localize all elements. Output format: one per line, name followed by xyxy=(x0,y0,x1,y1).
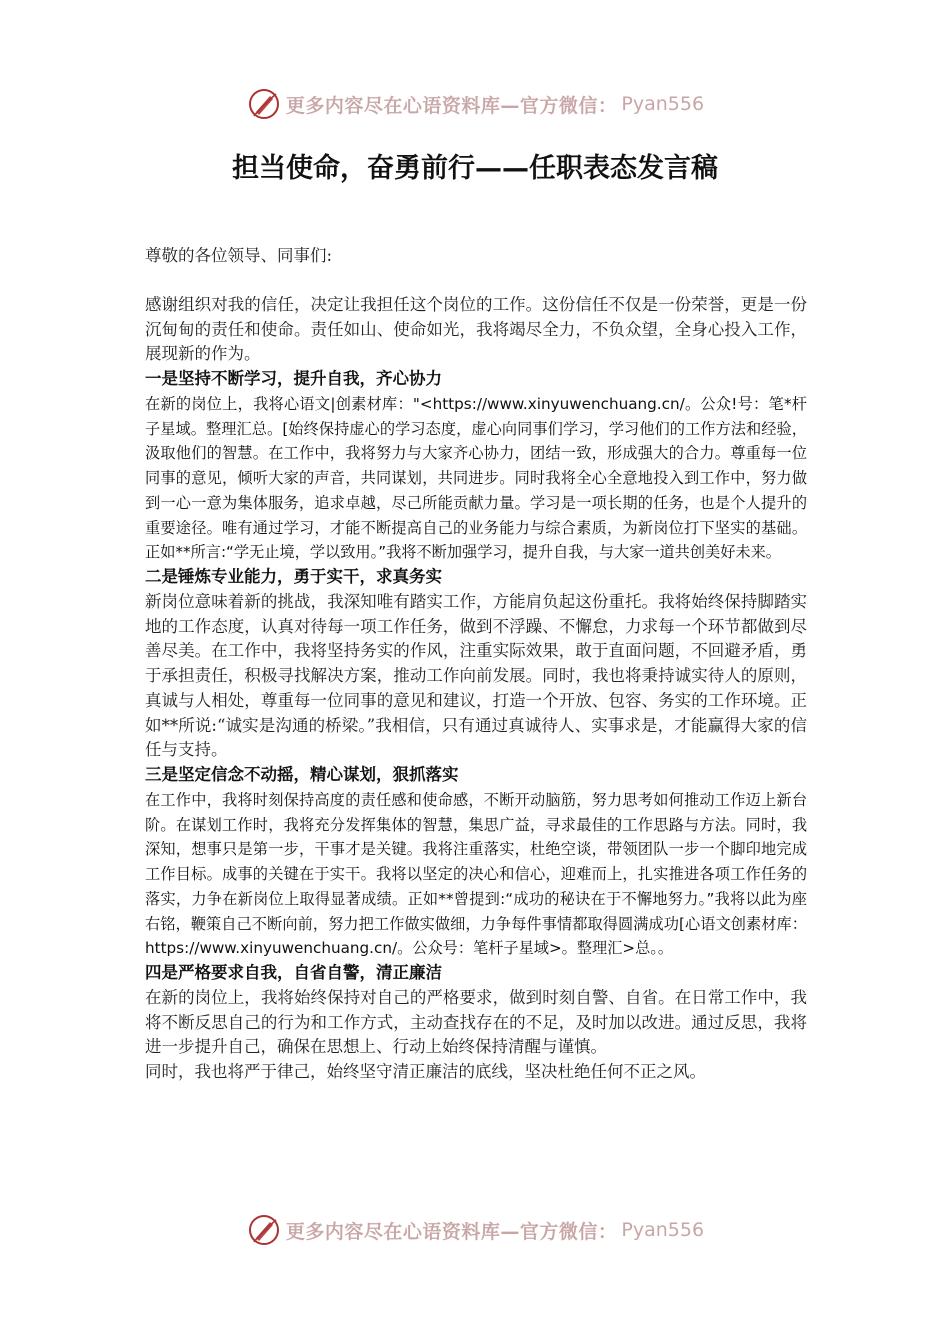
section-heading: 三是坚定信念不动摇，精心谋划，狠抓落实 xyxy=(145,765,459,785)
document-body xyxy=(145,244,807,1085)
section-paragraph: 在新的岗位上，我将心语文|创素材库："<https://www.xinyuwenchuang.cn/。公众!号：笔*杆子星域。整理汇总。[始终保持虚心的学习态度，虚心向同事们学习，学习他们的工作方法和经验，汲取他们的智慧。在工作中，我将努力与大家齐心协力，团结一致，形成强大的合力。尊重每一位同事的意见，倾听大家的声音，共同谋划，共同进步。同时我将全心全意地投入到工作中，努力做到一心一意为集体服务，追求卓越，尽己所能贡献力量。学习是一项长期的任务，也是个人提升的重要途径。唯有通过学习，才能不断提高自己的业务能力与综合素质，为新岗位打下坚实的基础。正如**所言:“学无止境，学以致用。”我将不断加强学习，提升自我，与大家一道共创美好未来。 xyxy=(145,394,807,562)
pen-logo-icon xyxy=(246,86,282,122)
section-paragraph: 在新的岗位上，我将始终保持对自己的严格要求，做到时刻自警、自省。在日常工作中，我将不断反思自己的行为和工作方式，主动查找存在的不足，及时加以改进。通过反思，我将进一步提升自己，确保在思想上、行动上始终保持清醒与谨慎。 xyxy=(145,987,807,1057)
section-paragraph: 在工作中，我将时刻保持高度的责任感和使命感，不断开动脑筋，努力思考如何推动工作迈上新台阶。在谋划工作时，我将充分发挥集体的智慧，集思广益，寻求最佳的工作思路与方法。同时，我深知，想事只是第一步，干事才是关键。我将注重落实，杜绝空谈，带领团队一步一个脚印地完成工作目标。成事的关键在于实干。我将以坚定的决心和信心，迎难而上，扎实推进各项工作任务的落实，力争在新岗位上取得显著成绩。正如**曾提到:“成功的秘诀在于不懈地努力。”我将以此为座右铭，鞭策自己不断向前，努力把工作做实做细，力争每件事情都取得圆满成功[心语文创素材库：https://www.xinyuwenchuang.cn/。公众号：笔杆子星域>。整理汇>总。。 xyxy=(145,791,807,958)
banner-wechat-id: Pyan556 xyxy=(621,1219,705,1241)
blank-line xyxy=(145,269,807,293)
banner-wechat-id: Pyan556 xyxy=(621,93,705,115)
section-heading: 二是锤炼专业能力，勇于实干，求真务实 xyxy=(145,566,442,586)
section-heading: 四是严格要求自我，自省自警，清正廉洁 xyxy=(145,963,442,982)
section-heading: 一是坚持不断学习，提升自我，齐心协力 xyxy=(145,369,442,389)
document-title: 担当使命，奋勇前行——任职表态发言稿 xyxy=(232,153,718,184)
intro-paragraph: 感谢组织对我的信任，决定让我担任这个岗位的工作。这份信任不仅是一份荣誉，更是一份沉甸甸的责任和使命。责任如山、使命如光，我将竭尽全力，不负众望，全身心投入工作，展现新的作为。 xyxy=(145,294,807,364)
footer-watermark-banner xyxy=(0,1208,950,1252)
pen-logo-icon xyxy=(246,1212,282,1248)
section-paragraph: 新岗位意味着新的挑战，我深知唯有踏实工作，方能肩负起这份重托。我将始终保持脚踏实地的工作态度，认真对待每一项工作任务，做到不浮躁、不懈怠，力求每一个环节都做到尽善尽美。在工作中，我将坚持务实的作风，注重实际效果，敢于直面问题，不回避矛盾，勇于承担责任，积极寻找解决方案，推动工作向前发展。同时，我也将秉持诚实待人的原则，真诚与人相处，尊重每一位同事的意见和建议，打造一个开放、包容、务实的工作环境。正如**所说:“诚实是沟通的桥梁。”我相信，只有通过真诚待人、实事求是，才能赢得大家的信任与支持。 xyxy=(145,591,807,760)
section-paragraph: 同时，我也将严于律己，始终坚守清正廉洁的底线，坚决杜绝任何不正之风。 xyxy=(145,1062,706,1082)
header-watermark-banner xyxy=(0,82,950,126)
banner-text: 更多内容尽在心语资料库—官方微信： xyxy=(285,94,618,117)
banner-text: 更多内容尽在心语资料库—官方微信： xyxy=(285,1220,618,1243)
salutation: 尊敬的各位领导、同事们: xyxy=(145,246,333,265)
